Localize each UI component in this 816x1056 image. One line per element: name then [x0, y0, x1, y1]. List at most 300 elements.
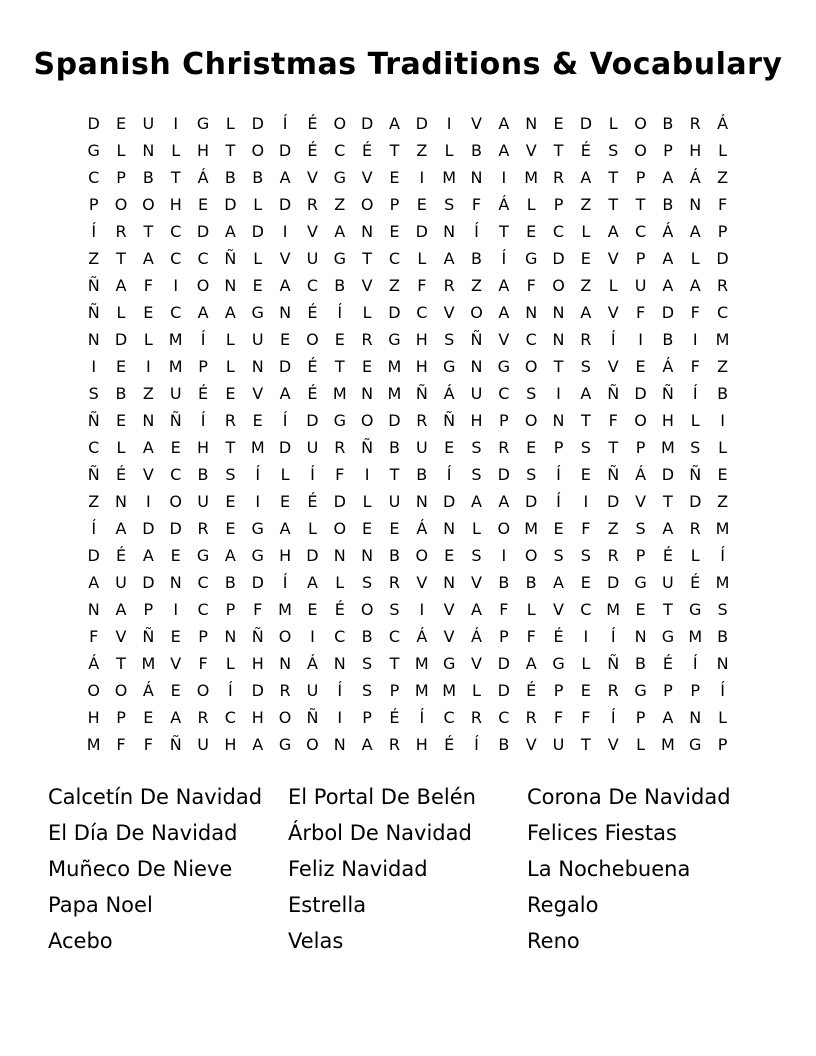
grid-cell: U [552, 734, 565, 754]
grid-cell: Á [416, 518, 428, 538]
grid-cell: C [197, 248, 209, 268]
grid-cell: E [526, 221, 537, 241]
grid-cell: R [388, 572, 401, 592]
grid-cell: Ñ [607, 653, 620, 673]
grid-cell: O [634, 410, 647, 430]
grid-cell: R [197, 707, 209, 727]
grid-cell: L [718, 140, 728, 160]
grid-cell: S [553, 545, 564, 565]
grid-cell: E [307, 599, 318, 619]
grid-cell: N [361, 383, 374, 403]
word-list-item: Papa Noel [48, 893, 153, 917]
grid-cell: A [662, 275, 674, 295]
grid-cell: O [278, 707, 292, 727]
grid-cell: A [142, 248, 154, 268]
grid-cell: M [278, 599, 292, 619]
grid-cell: T [608, 437, 619, 457]
grid-cell: N [251, 356, 264, 376]
grid-cell: A [580, 383, 592, 403]
grid-cell: M [660, 437, 675, 457]
grid-cell: O [360, 410, 374, 430]
grid-cell: D [442, 491, 456, 511]
grid-cell: P [690, 680, 701, 700]
grid-cell: H [197, 437, 210, 457]
grid-cell: N [716, 653, 729, 673]
grid-cell: F [526, 275, 536, 295]
grid-cell: E [389, 518, 400, 538]
grid-cell: N [115, 491, 127, 511]
grid-cell: Á [662, 221, 674, 241]
grid-cell: A [170, 707, 182, 727]
grid-cell: T [143, 221, 154, 241]
grid-cell: S [526, 383, 537, 403]
grid-cell: C [88, 167, 100, 187]
grid-cell: H [87, 707, 100, 727]
grid-cell: N [552, 329, 565, 349]
grid-cell: I [501, 167, 507, 187]
grid-cell: É [307, 383, 318, 403]
grid-cell: D [360, 113, 374, 133]
grid-cell: O [333, 518, 347, 538]
grid-cell: L [253, 194, 263, 214]
grid-cell: O [196, 680, 210, 700]
grid-cell: P [635, 707, 646, 727]
word-list-column-1 [48, 779, 288, 959]
grid-cell: B [252, 167, 264, 187]
grid-cell: E [526, 437, 537, 457]
grid-cell: C [716, 302, 729, 322]
grid-cell: C [170, 302, 182, 322]
grid-cell: M [387, 383, 402, 403]
grid-cell: A [197, 302, 209, 322]
grid-cell: N [142, 140, 155, 160]
grid-cell: B [635, 653, 647, 673]
grid-cell: É [307, 302, 318, 322]
grid-cell: P [143, 599, 154, 619]
grid-cell: N [443, 518, 456, 538]
grid-cell: S [635, 518, 646, 538]
grid-cell: N [689, 194, 702, 214]
grid-cell: V [607, 356, 619, 376]
grid-cell: P [116, 167, 126, 187]
grid-cell: Á [717, 113, 729, 133]
grid-cell: E [280, 329, 291, 349]
grid-cell: E [334, 329, 345, 349]
grid-cell: N [87, 329, 100, 349]
grid-cell: M [168, 356, 183, 376]
grid-cell: E [580, 464, 591, 484]
grid-cell: T [389, 653, 400, 673]
grid-cell: L [116, 140, 126, 160]
grid-cell: A [498, 491, 510, 511]
grid-cell: Ñ [169, 734, 182, 754]
grid-cell: F [499, 599, 509, 619]
grid-cell: Ñ [224, 248, 237, 268]
grid-cell: B [717, 626, 729, 646]
grid-cell: N [142, 410, 155, 430]
grid-cell: P [362, 707, 372, 727]
grid-cell: É [553, 626, 564, 646]
grid-cell: Ñ [169, 410, 182, 430]
grid-cell: H [415, 734, 428, 754]
grid-cell: N [361, 221, 374, 241]
grid-cell: Í [282, 572, 288, 592]
grid-cell: I [173, 275, 179, 295]
grid-cell: B [224, 167, 236, 187]
grid-cell: V [471, 113, 482, 133]
grid-cell: F [608, 410, 618, 430]
grid-cell: O [306, 734, 319, 754]
grid-cell: Z [416, 140, 428, 160]
grid-cell: Í [282, 113, 288, 133]
grid-cell: P [635, 248, 646, 268]
grid-cell: Í [419, 707, 425, 727]
grid-cell: Í [228, 680, 233, 700]
grid-cell: O [524, 356, 538, 376]
grid-cell: Í [446, 464, 452, 484]
grid-cell: S [444, 194, 455, 214]
grid-cell: O [415, 545, 429, 565]
grid-cell: M [606, 599, 621, 619]
grid-cell: N [224, 626, 237, 646]
grid-cell: A [88, 572, 100, 592]
grid-cell: N [333, 653, 346, 673]
grid-cell: S [471, 545, 482, 565]
grid-cell: T [334, 356, 345, 376]
grid-cell: M [332, 383, 347, 403]
grid-cell: H [279, 545, 292, 565]
grid-cell: N [552, 410, 565, 430]
grid-cell: L [472, 518, 481, 538]
grid-cell: G [333, 167, 346, 187]
grid-cell: N [689, 707, 702, 727]
grid-cell: E [362, 356, 373, 376]
grid-cell: L [581, 653, 591, 673]
grid-cell: C [334, 626, 346, 646]
grid-cell: Í [200, 410, 206, 430]
grid-cell: I [446, 113, 452, 133]
grid-cell: V [443, 302, 455, 322]
grid-cell: F [581, 518, 591, 538]
grid-cell: U [470, 383, 483, 403]
grid-cell: F [581, 707, 591, 727]
grid-cell: F [143, 734, 153, 754]
grid-cell: D [525, 491, 538, 511]
grid-cell: P [389, 680, 400, 700]
grid-cell: G [634, 572, 647, 592]
grid-cell: D [251, 113, 264, 133]
grid-cell: D [497, 680, 510, 700]
grid-cell: C [334, 140, 346, 160]
grid-cell: R [306, 194, 318, 214]
grid-cell: S [717, 599, 728, 619]
grid-cell: C [388, 626, 401, 646]
grid-cell: P [635, 545, 646, 565]
grid-cell: M [414, 653, 429, 673]
grid-cell: H [415, 356, 428, 376]
grid-cell: D [278, 437, 292, 457]
grid-cell: Í [91, 221, 97, 241]
grid-cell: Í [474, 221, 479, 241]
grid-cell: T [362, 248, 372, 268]
grid-cell: A [662, 167, 674, 187]
grid-cell: Ñ [361, 437, 374, 457]
grid-cell: E [170, 437, 181, 457]
grid-cell: M [524, 518, 539, 538]
grid-cell: E [580, 248, 591, 268]
grid-cell: C [197, 599, 209, 619]
word-list-item: Estrella [288, 893, 367, 917]
grid-cell: F [526, 626, 536, 646]
grid-cell: P [88, 194, 99, 214]
grid-cell: E [389, 221, 400, 241]
grid-cell: A [306, 572, 318, 592]
grid-cell: Ñ [415, 383, 428, 403]
grid-cell: E [580, 680, 591, 700]
grid-cell: V [553, 599, 564, 619]
word-list-column-3 [527, 779, 768, 959]
grid-cell: S [690, 437, 701, 457]
grid-cell: L [526, 599, 536, 619]
grid-cell: T [663, 491, 673, 511]
grid-cell: G [196, 545, 210, 565]
grid-cell: M [86, 734, 101, 754]
grid-cell: O [87, 680, 100, 700]
grid-cell: F [471, 194, 482, 214]
grid-cell: F [143, 275, 153, 295]
grid-cell: I [337, 707, 343, 727]
grid-cell: Ñ [689, 464, 702, 484]
grid-cell: D [497, 464, 510, 484]
grid-cell: Í [501, 248, 507, 268]
grid-cell: É [334, 599, 345, 619]
grid-cell: U [197, 734, 209, 754]
grid-cell: O [524, 410, 538, 430]
grid-cell: E [635, 356, 646, 376]
grid-cell: T [389, 464, 400, 484]
grid-cell: P [198, 356, 208, 376]
grid-cell: S [580, 356, 591, 376]
grid-cell: D [497, 653, 510, 673]
grid-cell: L [526, 194, 536, 214]
grid-cell: S [444, 329, 455, 349]
grid-cell: T [580, 734, 591, 754]
grid-cell: D [552, 248, 565, 268]
grid-cell: G [196, 113, 210, 133]
grid-cell: L [307, 518, 317, 538]
word-list-item: Calcetín De Navidad [48, 785, 263, 809]
grid-cell: M [442, 167, 457, 187]
grid-cell: T [553, 356, 564, 376]
grid-cell: É [307, 491, 318, 511]
grid-cell: S [471, 464, 482, 484]
grid-cell: D [415, 221, 428, 241]
word-list-item: Feliz Navidad [288, 857, 428, 881]
grid-cell: I [282, 221, 288, 241]
grid-cell: R [388, 734, 401, 754]
grid-cell: U [388, 491, 401, 511]
grid-cell: F [717, 194, 728, 214]
grid-cell: Á [443, 383, 455, 403]
grid-cell: É [115, 464, 127, 484]
grid-cell: B [334, 275, 346, 295]
grid-cell: I [583, 491, 589, 511]
grid-cell: G [552, 653, 565, 673]
grid-cell: Í [610, 626, 616, 646]
grid-cell: I [364, 464, 370, 484]
word-list-item: Acebo [48, 929, 113, 953]
grid-cell: E [362, 518, 373, 538]
grid-cell: B [388, 437, 400, 457]
grid-cell: B [662, 113, 674, 133]
grid-cell: D [87, 113, 100, 133]
grid-cell: U [115, 572, 127, 592]
grid-cell: I [556, 383, 561, 403]
grid-cell: É [307, 113, 318, 133]
word-list-item: El Día De Navidad [48, 821, 238, 845]
grid-cell: B [470, 140, 482, 160]
grid-cell: L [335, 572, 345, 592]
grid-cell: P [553, 680, 564, 700]
grid-cell: A [471, 491, 482, 511]
grid-cell: L [225, 329, 235, 349]
grid-cell: L [608, 113, 618, 133]
grid-cell: Á [416, 626, 428, 646]
grid-cell: G [689, 734, 702, 754]
grid-cell: L [280, 464, 290, 484]
grid-cell: G [87, 140, 100, 160]
grid-cell: B [361, 626, 373, 646]
grid-cell: G [661, 626, 675, 646]
grid-cell: A [142, 545, 154, 565]
grid-cell: P [635, 437, 646, 457]
grid-cell: R [607, 680, 619, 700]
grid-cell: É [444, 734, 455, 754]
grid-cell: V [115, 626, 127, 646]
grid-cell: S [526, 464, 537, 484]
grid-cell: T [608, 167, 619, 187]
grid-cell: Í [474, 734, 479, 754]
word-list-item: Regalo [527, 893, 599, 917]
grid-cell: Z [607, 518, 619, 538]
grid-cell: L [362, 302, 372, 322]
grid-cell: G [251, 518, 264, 538]
grid-cell: Á [635, 464, 647, 484]
word-list-item: Reno [527, 929, 580, 953]
grid-cell: R [334, 437, 346, 457]
grid-cell: G [524, 248, 538, 268]
grid-cell: T [225, 437, 236, 457]
grid-cell: D [415, 113, 428, 133]
grid-cell: N [443, 572, 456, 592]
grid-cell: E [553, 113, 564, 133]
grid-cell: É [526, 680, 537, 700]
grid-cell: E [580, 572, 591, 592]
grid-cell: M [524, 167, 539, 187]
grid-cell: Ñ [443, 410, 456, 430]
grid-cell: G [333, 410, 346, 430]
grid-cell: D [634, 383, 647, 403]
grid-cell: L [472, 680, 481, 700]
grid-cell: A [689, 221, 701, 241]
grid-cell: R [607, 545, 619, 565]
grid-cell: C [197, 572, 209, 592]
grid-cell: I [419, 167, 425, 187]
grid-cell: É [662, 653, 673, 673]
grid-cell: L [116, 302, 126, 322]
grid-cell: E [280, 491, 291, 511]
grid-cell: E [115, 113, 127, 133]
grid-cell: E [252, 275, 263, 295]
grid-cell: I [146, 356, 151, 376]
grid-cell: H [689, 140, 702, 160]
grid-cell: A [361, 734, 373, 754]
grid-cell: C [170, 221, 182, 241]
grid-cell: Z [471, 275, 482, 295]
grid-cell: É [662, 545, 673, 565]
grid-cell: V [416, 572, 428, 592]
grid-cell: T [389, 140, 400, 160]
grid-cell: T [170, 167, 181, 187]
grid-cell: É [307, 140, 318, 160]
grid-cell: P [553, 194, 564, 214]
grid-cell: Á [88, 653, 100, 673]
grid-cell: O [251, 140, 265, 160]
grid-cell: C [525, 329, 537, 349]
grid-cell: Í [200, 329, 206, 349]
grid-cell: F [335, 464, 345, 484]
grid-cell: C [170, 248, 182, 268]
grid-cell: D [607, 572, 620, 592]
grid-cell: L [143, 329, 153, 349]
grid-cell: D [579, 113, 593, 133]
grid-cell: M [688, 626, 703, 646]
grid-cell: G [634, 680, 647, 700]
grid-cell: F [89, 626, 99, 646]
grid-cell: R [224, 410, 236, 430]
grid-cell: P [663, 680, 673, 700]
grid-cell: A [224, 545, 236, 565]
grid-cell: O [196, 275, 210, 295]
grid-cell: L [581, 221, 591, 241]
grid-cell: Ñ [87, 302, 100, 322]
grid-cell: V [607, 248, 619, 268]
grid-cell: É [690, 572, 701, 592]
grid-cell: B [416, 464, 428, 484]
grid-cell: D [251, 221, 264, 241]
grid-cell: P [198, 626, 208, 646]
grid-cell: T [498, 221, 509, 241]
grid-cell: B [197, 464, 209, 484]
grid-cell: M [715, 572, 730, 592]
grid-cell: Í [692, 383, 698, 403]
grid-cell: L [116, 437, 126, 457]
grid-cell: C [88, 437, 100, 457]
grid-cell: B [662, 329, 674, 349]
grid-cell: B [388, 545, 400, 565]
grid-cell: R [197, 518, 209, 538]
grid-cell: A [279, 275, 291, 295]
grid-cell: Ñ [607, 464, 620, 484]
grid-cell: A [224, 221, 236, 241]
grid-cell: Z [388, 275, 400, 295]
grid-cell: T [116, 248, 126, 268]
grid-cell: N [525, 302, 538, 322]
grid-cell: O [634, 140, 647, 160]
grid-cell: A [224, 302, 236, 322]
grid-cell: N [333, 545, 346, 565]
grid-cell: Á [142, 680, 154, 700]
